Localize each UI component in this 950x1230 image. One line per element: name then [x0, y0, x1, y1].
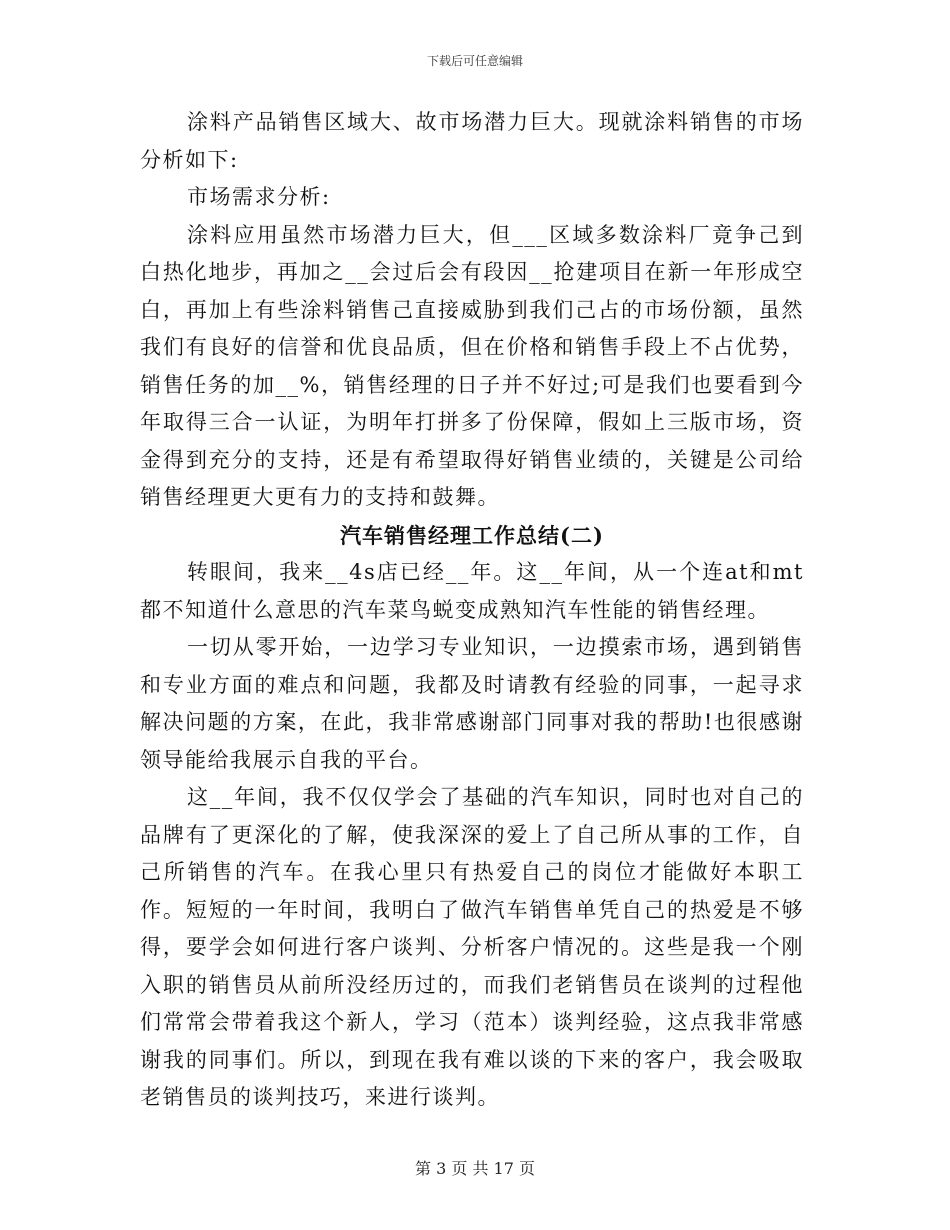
- page-header: 下载后可任意编辑: [426, 54, 523, 68]
- paragraph-market-analysis: 涂料应用虽然市场潜力巨大，但___区域多数涂料厂竟争己到白热化地步，再加之__会过后会有段因__抢建项目在新一年形成空白，再加上有些涂料销售己直接威胁到我们己占的市场份额，虽然我们有良好的信誉和优良品质，但在价格和销售手段上不占优势，销售任务的加__%，销售经理的日子并不好过;可是我们也要看到今年取得三合一认证，为明年打拼多了份保障，假如上三版市场，资金得到充分的支持，还是有希望取得好销售业绩的，关键是公司给销售经理更大更有力的支持和鼓舞。: [140, 222, 804, 509]
- paragraph-market-demand-heading: 市场需求分析:: [187, 185, 331, 209]
- document-body: [140, 104, 804, 1117]
- paragraph-market-intro: 涂料产品销售区域大、故市场潜力巨大。现就涂料销售的市场分析如下:: [140, 110, 804, 172]
- paragraph-summary-1: 转眼间，我来__4s店已经__年。这__年间，从一个连at和mt都不知道什么意思的汽车菜鸟蜕变成熟知汽车性能的销售经理。: [140, 560, 804, 622]
- section-title: 汽车销售经理工作总结(二): [340, 522, 604, 548]
- paragraph-summary-2: 一切从零开始，一边学习专业知识，一边摸索市场，遇到销售和专业方面的难点和问题，我都及时请教有经验的同事，一起寻求解决问题的方案，在此，我非常感谢部门同事对我的帮助!也很感谢领导能给我展示自我的平台。: [140, 635, 804, 772]
- paragraph-summary-3: 这__年间，我不仅仅学会了基础的汽车知识，同时也对自己的品牌有了更深化的了解，使我深深的爱上了自己所从事的工作，自己所销售的汽车。在我心里只有热爱自己的岗位才能做好本职工作。短短的一年时间，我明白了做汽车销售单凭自己的热爱是不够得，要学会如何进行客户谈判、分析客户情况的。这些是我一个刚入职的销售员从前所没经历过的，而我们老销售员在谈判的过程他们常常会带着我这个新人，学习（范本）谈判经验，这点我非常感谢我的同事们。所以，到现在我有难以谈的下来的客户，我会吸取老销售员的谈判技巧，来进行谈判。: [140, 785, 804, 1109]
- page-footer: 第 3 页 共 17 页: [415, 1159, 535, 1178]
